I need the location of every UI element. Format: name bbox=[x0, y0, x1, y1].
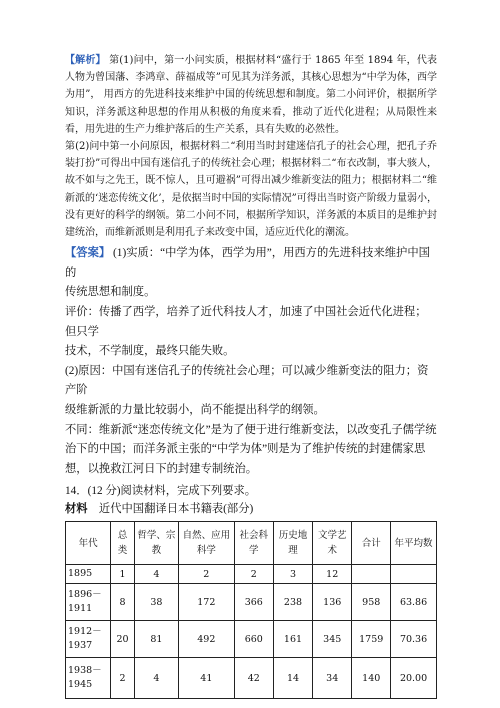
table-cell: 12 bbox=[313, 565, 352, 584]
header-history-geography: 历史地理 bbox=[273, 522, 312, 565]
table-row bbox=[66, 584, 437, 621]
table-cell-year bbox=[66, 658, 111, 699]
table-cell: 4 bbox=[134, 565, 178, 584]
table-cell: 81 bbox=[134, 621, 178, 658]
table-cell: 140 bbox=[352, 658, 391, 699]
answer-line-1 bbox=[65, 243, 437, 283]
answer-line-2: 传统思想和制度。 bbox=[65, 286, 156, 299]
analysis-section bbox=[65, 52, 437, 241]
table-cell: 366 bbox=[234, 584, 273, 621]
header-social-science: 社会科学 bbox=[234, 522, 273, 565]
table-cell: 660 bbox=[234, 621, 273, 658]
material-caption: 近代中国翻译日本书籍表(部分) bbox=[87, 503, 254, 516]
header-year: 年代 bbox=[66, 522, 111, 565]
answer-line-5: (2)原因：中国有迷信孔子的传统社会心理；可以减少维新变法的阻力；资产阶 bbox=[65, 364, 429, 397]
answer-line-7: 不同：维新派“迷恋传统文化”是为了便于进行维新变法，以改变孔子儒学统治下的中国；而洋务派主张的“中学为体”则是为了维护传统的封建儒家思想，以挽救江河日下的封建专制统治。 bbox=[65, 423, 437, 475]
table-cell-year bbox=[66, 621, 111, 658]
answer-section bbox=[65, 243, 437, 479]
header-philosophy-religion: 哲学、宗教 bbox=[134, 522, 178, 565]
table-cell: 492 bbox=[179, 621, 235, 658]
table-row bbox=[66, 565, 437, 584]
table-cell: 4 bbox=[134, 658, 178, 699]
table-cell: 238 bbox=[273, 584, 312, 621]
table-cell bbox=[352, 565, 391, 584]
question-14 bbox=[65, 482, 437, 518]
material-caption-line bbox=[65, 500, 437, 518]
analysis-tag: 【解析】 bbox=[65, 55, 106, 66]
table-cell: 172 bbox=[179, 584, 235, 621]
answer-line-4: 技术，不学制度，最终只能失败。 bbox=[65, 345, 235, 358]
question-14-title: 14．(12 分)阅读材料，完成下列要求。 bbox=[65, 485, 257, 498]
table-row bbox=[66, 658, 437, 699]
year-end: 1911 bbox=[68, 603, 93, 615]
table-cell: 42 bbox=[234, 658, 273, 699]
year-start: 1896－ bbox=[68, 589, 102, 601]
material-label: 材料 bbox=[65, 503, 88, 516]
table-cell: 2 bbox=[111, 658, 135, 699]
table-cell: 14 bbox=[273, 658, 312, 699]
table-cell: 41 bbox=[179, 658, 235, 699]
table-cell: 1759 bbox=[352, 621, 391, 658]
table-cell: 2 bbox=[179, 565, 235, 584]
analysis-paragraph-2: 第(2)问中第一小问原因，根据材料二“利用当时封建迷信孔子的社会心理，把孔子乔装打扮”可得出中国有迷信孔子的传统社会心理；根据材料二“布衣改制，事大骇人，故不如与之先王，既不惊人，且可避祸”可得出减少维新变法的阻力；根据材料二“维新派的‘迷恋传统文化’，是依据当时中国的实际情况”可得出当时资产阶级力量弱小，没有更好的科学的纲领。第二小问不同，根据所学知识，洋务派的本质目的是维护封建统治，而维新派则是利用孔子来改变中国，适应近代化的潮流。 bbox=[65, 141, 437, 239]
header-total: 合计 bbox=[352, 522, 391, 565]
table-cell: 34 bbox=[313, 658, 352, 699]
table-row bbox=[66, 621, 437, 658]
table-header-row bbox=[66, 522, 437, 565]
header-annual-average: 年平均数 bbox=[391, 522, 437, 565]
table-cell: 20.00 bbox=[391, 658, 437, 699]
answer-tag: 【答案】 bbox=[65, 246, 111, 260]
header-general: 总类 bbox=[111, 522, 135, 565]
analysis-paragraph-1 bbox=[65, 52, 437, 138]
year-start: 1938－ bbox=[68, 665, 102, 677]
table-cell: 958 bbox=[352, 584, 391, 621]
table-cell: 161 bbox=[273, 621, 312, 658]
year-end: 1945 bbox=[68, 679, 93, 691]
table-cell-year: 1895 bbox=[66, 565, 111, 584]
table-cell-year bbox=[66, 584, 111, 621]
table-cell: 20 bbox=[111, 621, 135, 658]
table-cell: 70.36 bbox=[391, 621, 437, 658]
answer-line-3: 评价：传播了西学，培养了近代科技人才，加速了中国社会近代化进程；但只学 bbox=[65, 306, 427, 338]
table-cell: 136 bbox=[313, 584, 352, 621]
translation-books-table bbox=[65, 521, 437, 699]
document-page bbox=[65, 52, 437, 699]
analysis-text-1: 第(1)问中，第一小问实质，根据材料“盛行于 1865 年至 1894 年，代表人物为曾国藩、李鸿章、薛福成等”可见其为洋务派，其核心思想为“中学为体，西学为用”， 用西方的先进科技来维护中国的传统思想和制度。第二小问评价，根据所学知识，洋务派这种思想的作用从积极的角度来看，推动了近代化进程；从局限性来看，用先进的生产力维护落后的生产关系，具有失败的必然性。 bbox=[65, 55, 438, 135]
header-literature-art: 文学艺术 bbox=[313, 522, 352, 565]
table-cell: 63.86 bbox=[391, 584, 437, 621]
year-start: 1912－ bbox=[68, 626, 102, 638]
table-cell: 1 bbox=[111, 565, 135, 584]
table-cell bbox=[391, 565, 437, 584]
answer-line-6: 级维新派的力量比较弱小，尚不能提出科学的纲领。 bbox=[65, 403, 325, 416]
table-cell: 38 bbox=[134, 584, 178, 621]
table-cell: 3 bbox=[273, 565, 312, 584]
table-cell: 8 bbox=[111, 584, 135, 621]
table-cell: 345 bbox=[313, 621, 352, 658]
answer-text-1: (1)实质：“中学为体，西学为用”，用西方的先进科技来维护中国的 bbox=[65, 247, 430, 279]
header-natural-applied-science: 自然、应用科学 bbox=[179, 522, 235, 565]
table-cell: 2 bbox=[234, 565, 273, 584]
year-end: 1937 bbox=[68, 640, 93, 652]
